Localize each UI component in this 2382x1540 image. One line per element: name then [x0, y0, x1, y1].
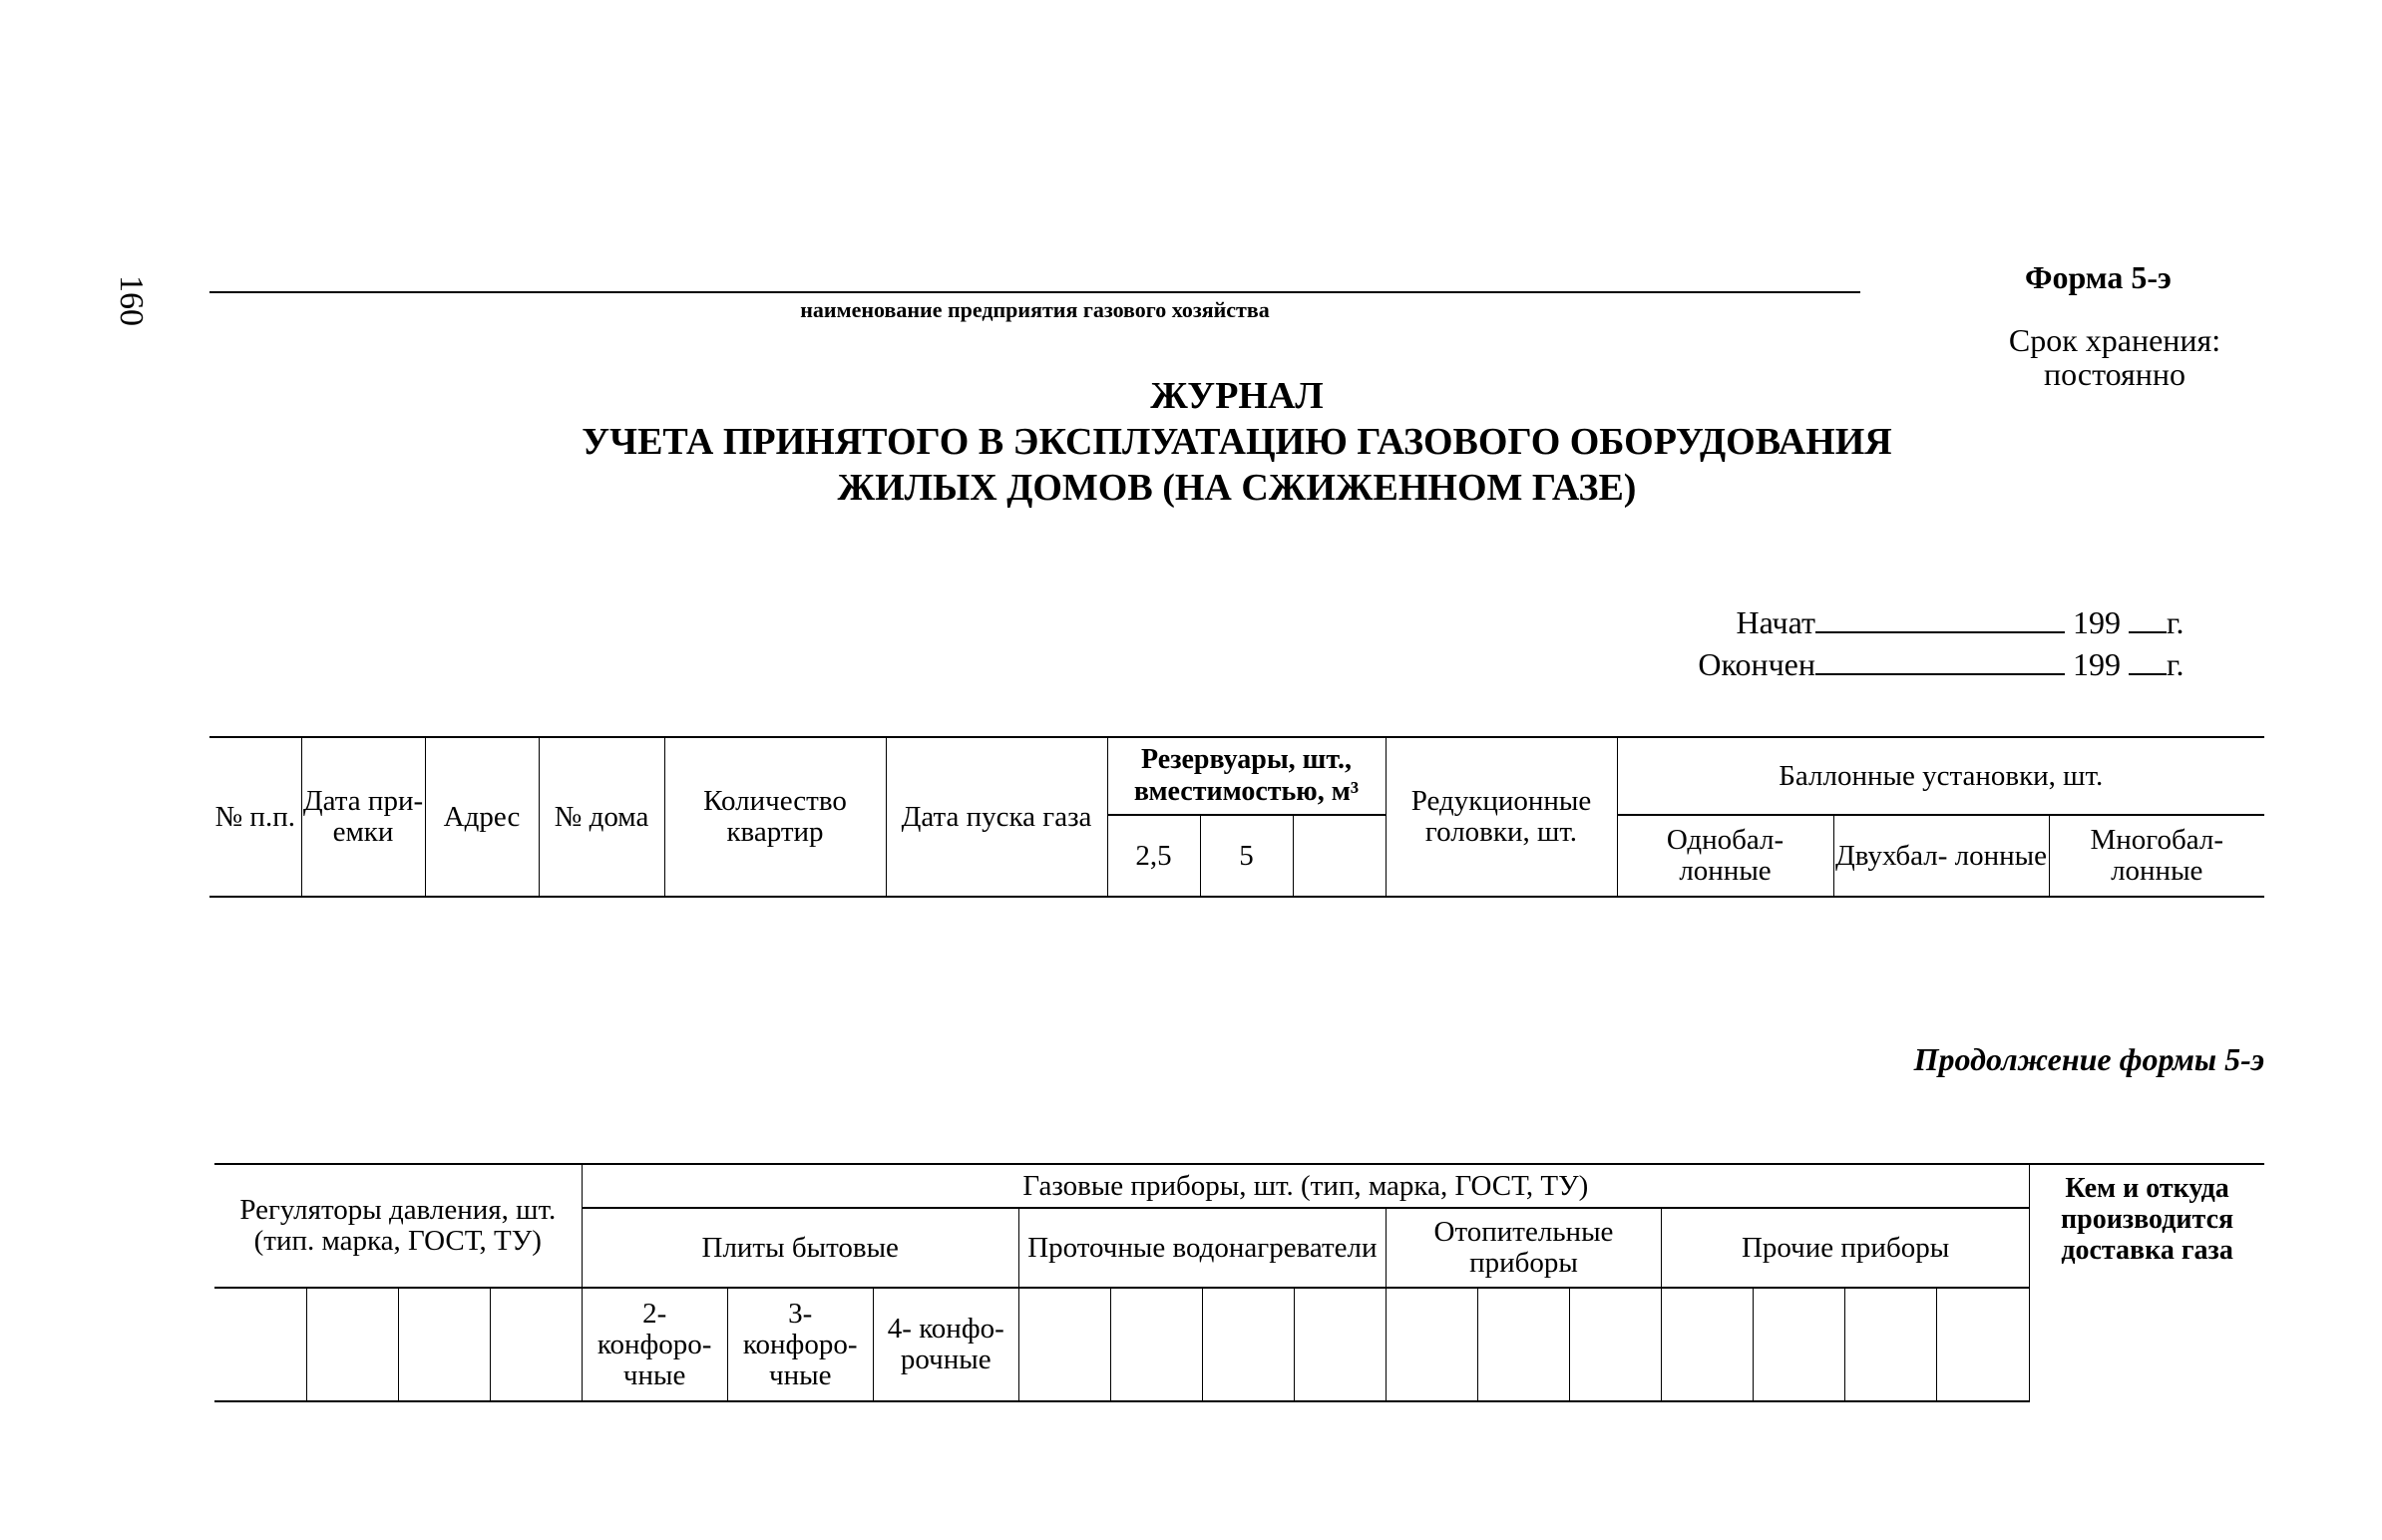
header-cylinder-installations: Баллонные установки, шт.: [1617, 737, 2264, 815]
form-code: Форма 5-э: [2025, 259, 2172, 295]
org-name-line: [209, 291, 1860, 293]
header-address: Адрес: [425, 737, 539, 897]
continuation-label: Продолжение формы 5-э: [1913, 1041, 2264, 1077]
finished-year-blank[interactable]: [2129, 647, 2167, 675]
heating-cell-3[interactable]: [1570, 1288, 1662, 1401]
storage-value: постоянно: [2043, 356, 2186, 392]
header-other-devices: Прочие приборы: [1662, 1208, 2030, 1288]
header-household-stoves: Плиты бытовые: [582, 1208, 1018, 1288]
header-pressure-regulators: Регуляторы давления, шт. (тип. марка, ГОСТ, ТУ): [214, 1164, 582, 1288]
finished-label: Окончен: [1698, 646, 1815, 682]
heating-cell-2[interactable]: [1477, 1288, 1569, 1401]
regulator-cell-4[interactable]: [490, 1288, 582, 1401]
org-name-caption: наименование предприятия газового хозяйства: [800, 297, 1270, 322]
finished-date: [1696, 646, 2184, 683]
finished-year-suffix: г.: [2167, 646, 2184, 682]
header-stove-2-burner: 2- конфоро- чные: [582, 1288, 727, 1401]
other-cell-1[interactable]: [1662, 1288, 1754, 1401]
header-stove-3-burner: 3- конфоро- чные: [727, 1288, 873, 1401]
header-gas-start-date: Дата пуска газа: [886, 737, 1107, 897]
header-number: № п.п.: [209, 737, 301, 897]
started-date: [1696, 604, 2184, 641]
appliances-table: [214, 1163, 2264, 1402]
storage-label: Срок хранения:: [2008, 322, 2221, 358]
started-year-blank[interactable]: [2129, 605, 2167, 633]
header-cyl-single: Однобал- лонные: [1617, 815, 1833, 897]
heater-cell-1[interactable]: [1018, 1288, 1110, 1401]
started-date-blank[interactable]: [1815, 605, 2065, 633]
header-tank-5: 5: [1200, 815, 1293, 897]
header-stove-4-burner: 4- конфо- рочные: [873, 1288, 1018, 1401]
heater-cell-4[interactable]: [1294, 1288, 1386, 1401]
heater-cell-3[interactable]: [1202, 1288, 1294, 1401]
journal-subtitle-line-1: УЧЕТА ПРИНЯТОГО В ЭКСПЛУАТАЦИЮ ГАЗОВОГО ОБОРУДОВАНИЯ: [582, 421, 1892, 463]
started-year: 199: [2073, 604, 2121, 640]
header-tanks: Резервуары, шт., вместимостью, м³: [1107, 737, 1386, 815]
equipment-table: [209, 736, 2264, 898]
journal-subtitle-line-2: ЖИЛЫХ ДОМОВ (НА СЖИЖЕННОМ ГАЗЕ): [837, 467, 1637, 509]
regulator-cell-2[interactable]: [306, 1288, 398, 1401]
header-cyl-multi: Многобал- лонные: [2049, 815, 2264, 897]
header-cyl-double: Двухбал- лонные: [1833, 815, 2049, 897]
header-gas-appliances: Газовые приборы, шт. (тип, марка, ГОСТ, ТУ): [582, 1164, 2030, 1208]
heater-cell-2[interactable]: [1110, 1288, 1202, 1401]
header-reduction-heads: Редукционные головки, шт.: [1386, 737, 1617, 897]
started-label: Начат: [1736, 604, 1815, 640]
journal-title: ЖУРНАЛ: [1150, 375, 1324, 417]
header-house-number: № дома: [539, 737, 664, 897]
regulator-cell-3[interactable]: [398, 1288, 490, 1401]
header-apartments: Количество квартир: [664, 737, 886, 897]
header-heating-devices: Отопительные приборы: [1386, 1208, 1661, 1288]
header-accept-date: Дата при- емки: [301, 737, 425, 897]
header-water-heaters: Проточные водонагреватели: [1018, 1208, 1386, 1288]
finished-year: 199: [2073, 646, 2121, 682]
header-tank-2-5: 2,5: [1107, 815, 1200, 897]
other-cell-4[interactable]: [1937, 1288, 2030, 1401]
started-year-suffix: г.: [2167, 604, 2184, 640]
header-tank-empty: [1293, 815, 1386, 897]
page-number: 160: [113, 275, 150, 326]
other-cell-2[interactable]: [1754, 1288, 1845, 1401]
heating-cell-1[interactable]: [1386, 1288, 1477, 1401]
other-cell-3[interactable]: [1845, 1288, 1937, 1401]
regulator-cell-1[interactable]: [214, 1288, 306, 1401]
finished-date-blank[interactable]: [1815, 647, 2065, 675]
header-gas-delivery: Кем и откуда производится доставка газа: [2030, 1164, 2264, 1401]
